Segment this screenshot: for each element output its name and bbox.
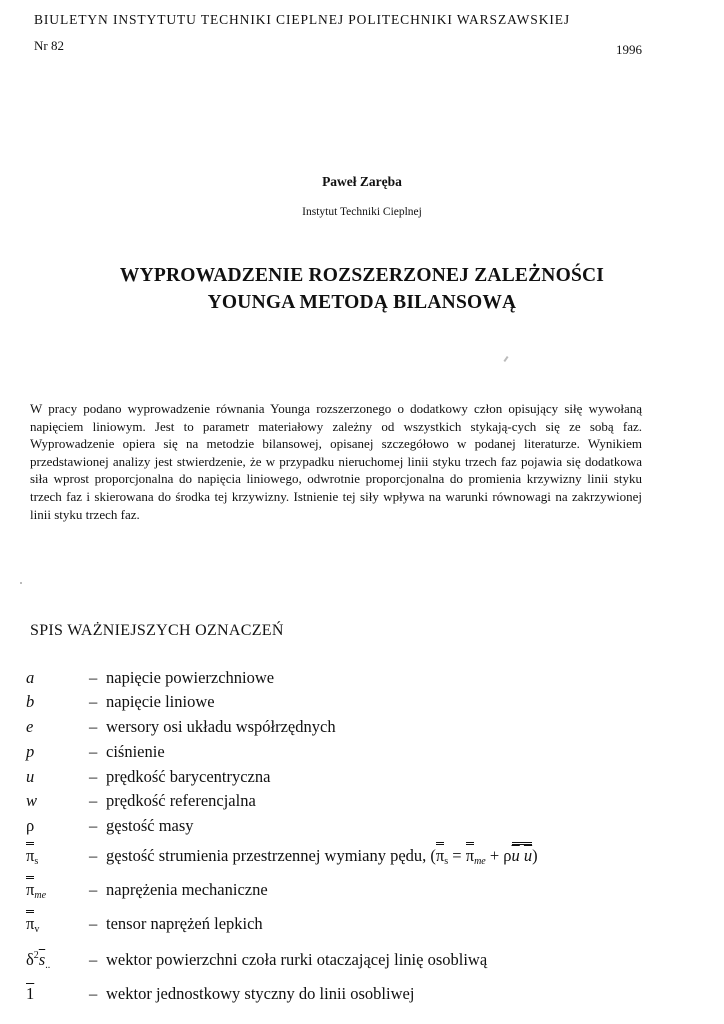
symbol (26, 914, 39, 935)
nomenclature-row (26, 816, 666, 840)
formula: ($\pi_s = \pi_{me} + \rho\overline{u}$ $\overline{u}$) (430, 846, 537, 865)
symbol-subscript: me (34, 890, 47, 901)
nomenclature-row (26, 846, 666, 874)
symbol: e (26, 717, 34, 736)
publication-year: 1996 (616, 42, 642, 57)
definition: prędkość barycentryczna (106, 767, 271, 786)
symbol: b (26, 692, 35, 711)
definition: wersory osi układu współrzędnych (106, 717, 336, 736)
dash: – (89, 791, 98, 810)
symbol-main: π (26, 876, 34, 899)
symbol-subscript: .. (45, 960, 51, 971)
definition: naprężenia mechaniczne (106, 880, 268, 899)
dash: – (89, 692, 98, 711)
symbol: w (26, 791, 38, 810)
symbol: p (26, 742, 35, 761)
nomenclature-row (26, 914, 666, 942)
formula-plus: + (489, 846, 500, 865)
symbol: ρ (26, 816, 35, 835)
definition: prędkość referencjalna (106, 791, 256, 810)
symbol-subscript: s (34, 856, 39, 867)
dash: – (89, 717, 98, 736)
dash: – (89, 880, 98, 899)
issue-number: Nr 82 (34, 38, 64, 53)
scan-mark (503, 356, 508, 362)
dash: – (89, 816, 98, 835)
nomenclature-row (26, 717, 666, 741)
definition (106, 846, 538, 867)
formula-u1: $\overline{u}$ (511, 846, 520, 865)
section-title: SPIS WAŻNIEJSZYCH OZNACZEŃ (30, 622, 284, 639)
symbol-main: π (26, 842, 34, 865)
abstract: W pracy podano wyprowadzenie równania Younga rozszerzonego o dodatkowy człon opisujący siłę wywołaną napięciem liniowym. Jest to parametr materiałowy zależny od wszystkich stykają-cych się ze sobą faz. Wyprowadzenie opiera się na metodzie bilansowej, opisanej szczegółowo w podanej literaturze. Wynikiem przedstawionej analizy jest stwierdzenie, że w przypadku nieruchomej linii styku trzech faz pojawia się dodatkowa siła wprost proporcjonalna do napięcia liniowego, odwrotnie proporcjonalna do promienia krzywizny linii styku trzech faz i skierowana do środka tej krzywizny. Istnienie tej siły wpływa na warunki równowagi na zakrzywionej linii styku trzech faz. (30, 401, 642, 522)
symbol: a (26, 668, 35, 687)
nomenclature-row (26, 984, 666, 1012)
journal-name: BIULETYN INSTYTUTU TECHNIKI CIEPLNEJ POLITECHNIKI WARSZAWSKIEJ (34, 12, 571, 27)
formula-u2: $\overline{u}$ (523, 846, 533, 865)
dash: – (89, 984, 98, 1003)
formula-uu (512, 842, 533, 865)
scan-dot (20, 582, 22, 584)
formula-lhs: π (436, 842, 444, 865)
symbol-main: $\overline{s}$ (38, 950, 46, 969)
formula-lhs-sub: s (444, 856, 449, 867)
definition: wektor powierzchni czoła rurki otaczającej linię osobliwą (106, 950, 488, 969)
nomenclature-row (26, 950, 666, 978)
symbol-main: 1 (26, 984, 35, 1003)
definition: wektor jednostkowy styczny do linii osobliwej (106, 984, 415, 1003)
nomenclature-row (26, 767, 666, 791)
nomenclature-row (26, 668, 666, 692)
symbol (26, 880, 46, 901)
symbol-superscript: 2 (33, 950, 39, 961)
symbol-delta: δ (26, 950, 34, 969)
definition: gęstość masy (106, 816, 194, 835)
author-name: Paweł Zaręba (322, 174, 402, 189)
definition: tensor naprężeń lepkich (106, 914, 263, 933)
dash: – (89, 914, 98, 933)
title-line-1: WYPROWADZENIE ROZSZERZONEJ ZALEŻNOŚCI (119, 265, 605, 286)
definition: napięcie powierzchniowe (106, 668, 275, 687)
symbol (26, 984, 34, 1004)
paper-title (20, 262, 704, 316)
dash: – (89, 767, 98, 786)
author-affiliation: Instytut Techniki Cieplnej (302, 206, 422, 218)
definition: ciśnienie (106, 742, 165, 761)
symbol-main: π (26, 910, 34, 933)
dash: – (89, 950, 98, 969)
definition-text: gęstość strumienia przestrzennej wymiany pędu, (106, 846, 427, 865)
formula-rhs-sub: me (474, 856, 486, 867)
nomenclature-row (26, 791, 666, 815)
title-line-2: YOUNGA METODĄ BILANSOWĄ (207, 292, 517, 313)
formula-eq: = (452, 846, 462, 865)
symbol-subscript: v (34, 924, 40, 935)
nomenclature-row (26, 742, 666, 766)
symbol (26, 846, 38, 867)
nomenclature-row (26, 692, 666, 716)
definition: napięcie liniowe (106, 692, 215, 711)
nomenclature-row (26, 880, 666, 908)
dash: – (89, 668, 98, 687)
formula-rho: ρ (503, 846, 512, 865)
dash: – (89, 742, 98, 761)
formula-rhs: π (466, 842, 474, 865)
symbol: u (26, 767, 35, 786)
symbol (26, 950, 50, 971)
dash: – (89, 846, 98, 865)
